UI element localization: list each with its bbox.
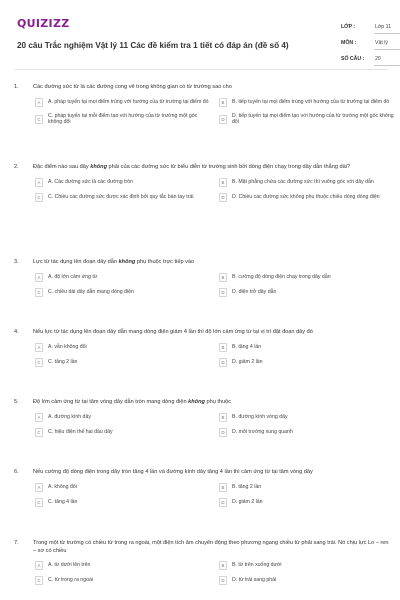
option-b[interactable] — [219, 413, 395, 422]
option-letter-box: A — [35, 273, 43, 282]
option-text: C. tăng 4 lần — [48, 498, 78, 505]
option-text: D. môi trường xung quanh — [232, 428, 293, 435]
option-c[interactable] — [35, 576, 211, 585]
option-d[interactable] — [219, 288, 395, 297]
option-text: A. vẫn không đổi — [48, 343, 87, 350]
option-letter-box: D — [219, 193, 227, 202]
header-divider — [14, 69, 388, 70]
option-text: A. đường kính dây — [48, 413, 91, 420]
meta-row-subject — [341, 35, 400, 51]
option-b[interactable] — [219, 178, 395, 187]
question-text — [33, 84, 391, 92]
meta-value: 20 — [375, 56, 381, 62]
question-text-part: Nếu cường độ dòng điện trong dây tròn tăng 4 lần và đường kính dây tăng 4 lần thì cảm ứng từ tại tâm vòng dây — [33, 469, 313, 475]
option-letter-box: D — [219, 498, 227, 507]
option-a[interactable] — [35, 178, 211, 187]
question-text-part: phụ thuộc trực tiếp vào — [135, 259, 195, 265]
option-b[interactable] — [219, 98, 395, 107]
question-text-part: Lực từ tác dụng lên đoạn dây dẫn — [33, 259, 119, 265]
option-text: C. Chiều các đường sức được xác định bởi quy tắc bàn tay trái — [48, 193, 194, 200]
answer-options — [35, 98, 394, 127]
meta-underline — [374, 65, 400, 66]
question-text-part: phải của các đường sức từ biểu diễn từ trường sinh bởi dòng điện chạy trong dây dẫn thẳng dài? — [107, 164, 351, 170]
question-3 — [14, 259, 388, 329]
question-6 — [14, 469, 388, 540]
option-d[interactable] — [219, 358, 395, 367]
option-letter-box: C — [35, 193, 43, 202]
question-text — [33, 469, 391, 477]
meta-underline — [374, 33, 400, 34]
quizizz-logo[interactable]: QUIZIZZ — [17, 17, 70, 30]
question-number: 6. — [14, 469, 19, 475]
meta-row-question-count — [341, 51, 400, 67]
option-letter-box: C — [35, 115, 43, 124]
option-a[interactable] — [35, 273, 211, 282]
option-letter-box: C — [35, 498, 43, 507]
option-text: C. hiệu điện thế hai đầu dây — [48, 428, 113, 435]
question-text-part: Đặc điểm nào sau đây — [33, 164, 91, 170]
question-number: 5. — [14, 399, 19, 405]
question-number: 1. — [14, 84, 19, 90]
option-letter-box: C — [35, 576, 43, 585]
option-a[interactable] — [35, 561, 211, 570]
answer-options — [35, 343, 388, 367]
option-d[interactable] — [219, 498, 395, 507]
answer-options — [35, 273, 388, 297]
question-number: 2. — [14, 164, 19, 170]
question-text — [33, 259, 391, 267]
question-text — [33, 399, 391, 407]
option-text: D. giảm 2 lần — [232, 498, 263, 505]
option-letter-box: B — [219, 343, 227, 352]
option-letter-box: B — [219, 178, 227, 187]
question-list — [14, 84, 394, 600]
question-emphasis: không — [188, 399, 205, 405]
option-c[interactable] — [35, 358, 211, 367]
option-text: C. pháp tuyến tại mỗi điểm tạo với hướng của từ trường một góc không đổi — [48, 112, 198, 126]
question-5 — [14, 399, 388, 469]
option-text: D. tiếp tuyến tại mọi điểm tạo với hướng của từ trường một góc không đổi — [232, 112, 394, 126]
option-text: C. tăng 2 lần — [48, 358, 78, 365]
question-number: 3. — [14, 259, 19, 265]
option-letter-box: D — [219, 428, 227, 437]
question-text-part: Độ lớn cảm ứng từ tại tâm vòng dây dẫn tròn mang dòng điện — [33, 399, 189, 405]
question-1 — [14, 84, 394, 164]
option-c[interactable] — [35, 498, 211, 507]
option-c[interactable] — [35, 113, 211, 127]
option-letter-box: B — [219, 98, 227, 107]
question-emphasis: không — [118, 259, 136, 265]
question-number: 7. — [14, 540, 19, 546]
option-d[interactable] — [219, 428, 395, 437]
option-letter-box: C — [35, 288, 43, 297]
option-c[interactable] — [35, 288, 211, 297]
question-number: 4. — [14, 329, 19, 335]
question-7 — [14, 540, 388, 600]
option-c[interactable] — [35, 193, 211, 202]
option-letter-box: D — [219, 288, 227, 297]
option-d[interactable] — [219, 576, 395, 585]
meta-row-class — [341, 19, 400, 35]
option-text: A. từ dưới lên trên — [48, 562, 91, 569]
option-text: C. chiều dài dây dẫn mang dòng điện — [48, 288, 134, 295]
question-text — [33, 329, 391, 337]
option-letter-box: D — [219, 115, 227, 124]
option-letter-box: C — [35, 428, 43, 437]
option-letter-box: C — [35, 358, 43, 367]
option-text: C. từ trong ra ngoài — [48, 577, 93, 584]
answer-options — [35, 483, 388, 507]
meta-value: Lớp 11 — [375, 24, 391, 30]
option-text: B. Mặt phẳng chứa các đường sức thì vuông góc với dây dẫn — [232, 178, 374, 185]
option-letter-box: B — [219, 561, 227, 570]
option-text: D. từ trái sang phải — [232, 577, 277, 584]
question-text — [33, 540, 391, 555]
meta-label: MÔN : — [341, 40, 357, 46]
option-b[interactable] — [219, 561, 395, 570]
option-text: B. đường kính vòng dây — [232, 413, 288, 420]
option-text: D. điện trở dây dẫn — [232, 288, 277, 295]
option-letter-box: A — [35, 561, 43, 570]
option-text: B. tăng 4 lần — [232, 343, 262, 350]
option-text: B. tăng 2 lần — [232, 483, 262, 490]
answer-options — [35, 178, 388, 202]
question-text — [33, 164, 391, 172]
option-a[interactable] — [35, 343, 211, 352]
option-text: A. độ lớn cảm ứng từ — [48, 273, 98, 280]
option-letter-box: A — [35, 98, 43, 107]
question-emphasis: không — [90, 164, 107, 170]
option-text: A. pháp tuyến tại mọi điểm trùng với hướng của từ trường tại điểm đó — [48, 98, 209, 105]
option-b[interactable] — [219, 483, 395, 492]
answer-options — [35, 561, 388, 585]
option-a[interactable] — [35, 98, 211, 107]
option-text: D. Chiều các đường sức không phụ thuộc chiều dòng dòng điện — [232, 193, 380, 200]
option-text: B. cường độ dòng điện chạy trong dây dẫn — [232, 273, 331, 280]
option-text: A. Các đường sức là các đường tròn — [48, 178, 133, 185]
question-text-part: Các đường sức từ là các đường cong vẽ trong không gian có từ trường sao cho — [33, 84, 232, 90]
option-letter-box: A — [35, 413, 43, 422]
meta-label: SỐ CÂU : — [341, 56, 365, 62]
option-b[interactable] — [219, 343, 395, 352]
option-a[interactable] — [35, 483, 211, 492]
option-c[interactable] — [35, 428, 211, 437]
option-text: D. giảm 2 lần — [232, 358, 263, 365]
option-text: B. tiếp tuyến tại mọi điểm trùng với hướng của từ trường tại điểm đó — [232, 98, 390, 105]
worksheet-header — [14, 8, 391, 70]
option-letter-box: B — [219, 273, 227, 282]
option-text: A. không đổi — [48, 483, 77, 490]
question-4 — [14, 329, 388, 399]
option-d[interactable] — [219, 193, 395, 202]
option-letter-box: D — [219, 576, 227, 585]
worksheet-meta — [341, 19, 400, 67]
option-d[interactable] — [219, 113, 395, 127]
meta-label: LỚP : — [341, 24, 356, 30]
meta-value: Vật lý — [375, 40, 388, 46]
meta-underline — [374, 49, 400, 50]
question-2 — [14, 164, 388, 259]
question-text-part: phụ thuộc — [204, 399, 232, 405]
answer-options — [35, 413, 388, 437]
option-a[interactable] — [35, 413, 211, 422]
question-text-part: Nếu lực từ tác dụng lên đoạn dây dẫn mang dòng điện giảm 4 lần thì độ lớn cảm ứng từ tại vị trí đặt đoạn dây đó — [33, 329, 313, 335]
option-letter-box: A — [35, 178, 43, 187]
option-text: B. từ trên xuống dưới — [232, 562, 282, 569]
option-letter-box: B — [219, 483, 227, 492]
option-letter-box: A — [35, 483, 43, 492]
worksheet-title: 20 câu Trắc nghiệm Vật lý 11 Các đề kiểm tra 1 tiết có đáp án (đề số 4) — [17, 41, 289, 50]
question-text-part: Trong một từ trường có chiều từ trong ra ngoài, một điện tích âm chuyển động theo phương ngang chiều từ phải sang trái. Nó chịu lực Lo – ren – xơ có chiều — [33, 540, 389, 554]
option-letter-box: D — [219, 358, 227, 367]
option-b[interactable] — [219, 273, 395, 282]
option-letter-box: A — [35, 343, 43, 352]
option-letter-box: B — [219, 413, 227, 422]
